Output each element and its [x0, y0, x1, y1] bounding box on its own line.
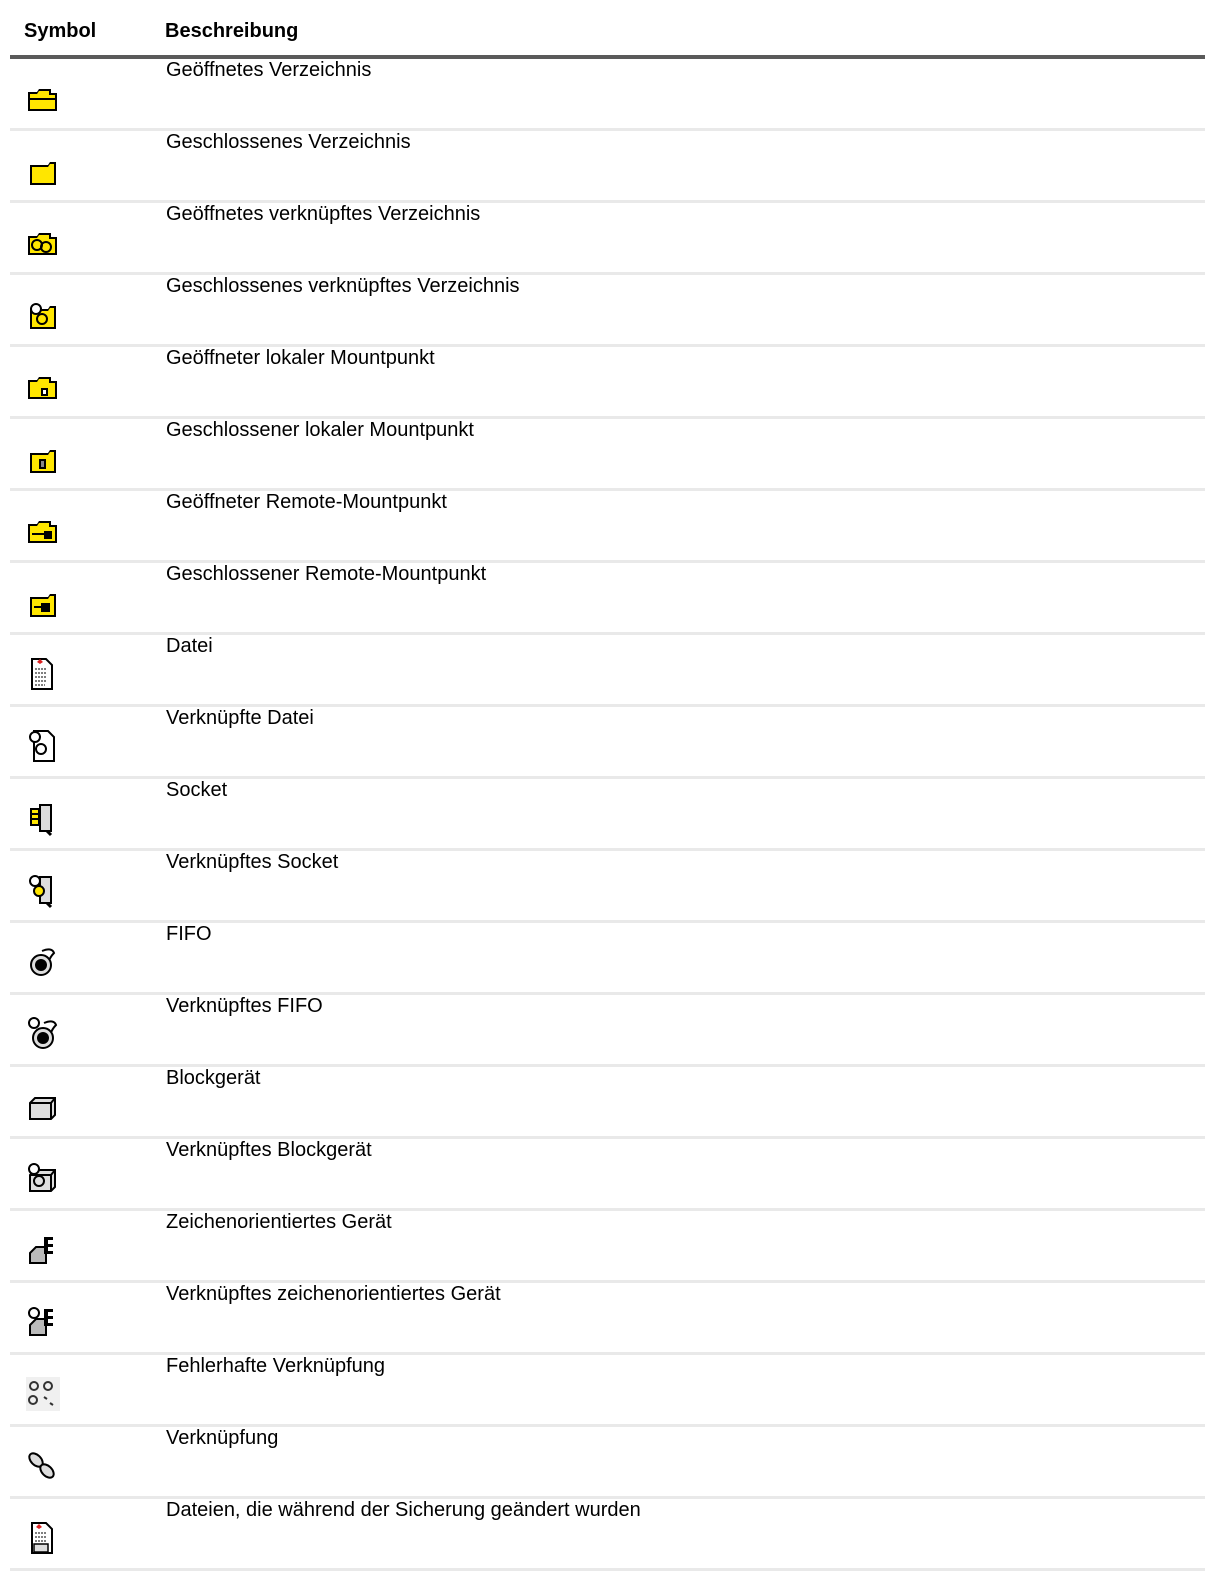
table-header	[10, 0, 1205, 59]
linked-fifo-icon	[22, 1013, 62, 1053]
table-row	[10, 995, 1205, 1067]
open-folder-icon	[22, 77, 62, 117]
table-row	[10, 203, 1205, 275]
row-description: Verknüpfte Datei	[166, 707, 314, 729]
closed-folder-icon	[22, 149, 62, 189]
row-description: Geöffneter Remote-Mountpunkt	[166, 491, 447, 513]
row-description: Verknüpftes Socket	[166, 851, 339, 873]
row-description: Blockgerät	[166, 1067, 261, 1089]
closed-local-mountpoint-icon	[22, 437, 62, 477]
row-description: Verknüpftes FIFO	[166, 995, 323, 1017]
open-linked-folder-icon	[22, 221, 62, 261]
row-description: Geschlossenes Verzeichnis	[166, 131, 411, 153]
linked-block-device-icon	[22, 1157, 62, 1197]
linked-character-device-icon	[22, 1301, 62, 1341]
row-description: Datei	[166, 635, 213, 657]
table-row	[10, 779, 1205, 851]
row-description: Dateien, die während der Sicherung geändert wurden	[166, 1499, 641, 1521]
table-row	[10, 1139, 1205, 1211]
row-description: Fehlerhafte Verknüpfung	[166, 1355, 386, 1377]
row-description: Geöffneter lokaler Mountpunkt	[166, 347, 435, 369]
table-row	[10, 563, 1205, 635]
column-header-description: Beschreibung	[165, 20, 299, 42]
table-row	[10, 1283, 1205, 1355]
open-remote-mountpoint-icon	[22, 509, 62, 549]
table-row	[10, 1427, 1205, 1499]
closed-linked-folder-icon	[22, 293, 62, 333]
modified-during-backup-icon	[22, 1517, 62, 1557]
row-description: Verknüpftes zeichenorientiertes Gerät	[166, 1283, 501, 1305]
column-header-symbol: Symbol	[24, 20, 97, 42]
table-row	[10, 1499, 1205, 1571]
row-description: Geöffnetes Verzeichnis	[166, 59, 372, 81]
character-device-icon	[22, 1229, 62, 1269]
table-row	[10, 635, 1205, 707]
closed-remote-mountpoint-icon	[22, 581, 62, 621]
row-description: Zeichenorientiertes Gerät	[166, 1211, 392, 1233]
table-row	[10, 491, 1205, 563]
row-description: Geöffnetes verknüpftes Verzeichnis	[166, 203, 481, 225]
linked-file-icon	[22, 725, 62, 765]
row-description: Socket	[166, 779, 228, 801]
table-row	[10, 707, 1205, 779]
table-row	[10, 131, 1205, 203]
broken-link-icon	[22, 1373, 62, 1413]
table-row	[10, 59, 1205, 131]
row-description: Geschlossenes verknüpftes Verzeichnis	[166, 275, 520, 297]
row-description: Verknüpftes Blockgerät	[166, 1139, 372, 1161]
row-description: FIFO	[166, 923, 212, 945]
fifo-icon	[22, 941, 62, 981]
open-local-mountpoint-icon	[22, 365, 62, 405]
table-row	[10, 1211, 1205, 1283]
table-row	[10, 1067, 1205, 1139]
table-row	[10, 419, 1205, 491]
table-row	[10, 347, 1205, 419]
row-description: Verknüpfung	[166, 1427, 279, 1449]
socket-icon	[22, 797, 62, 837]
table-row	[10, 923, 1205, 995]
symbol-table	[10, 0, 1205, 1571]
block-device-icon	[22, 1085, 62, 1125]
table-row	[10, 275, 1205, 347]
file-icon	[22, 653, 62, 693]
row-description: Geschlossener lokaler Mountpunkt	[166, 419, 474, 441]
table-row	[10, 1355, 1205, 1427]
link-icon	[22, 1445, 62, 1485]
row-description: Geschlossener Remote-Mountpunkt	[166, 563, 487, 585]
table-row	[10, 851, 1205, 923]
linked-socket-icon	[22, 869, 62, 909]
